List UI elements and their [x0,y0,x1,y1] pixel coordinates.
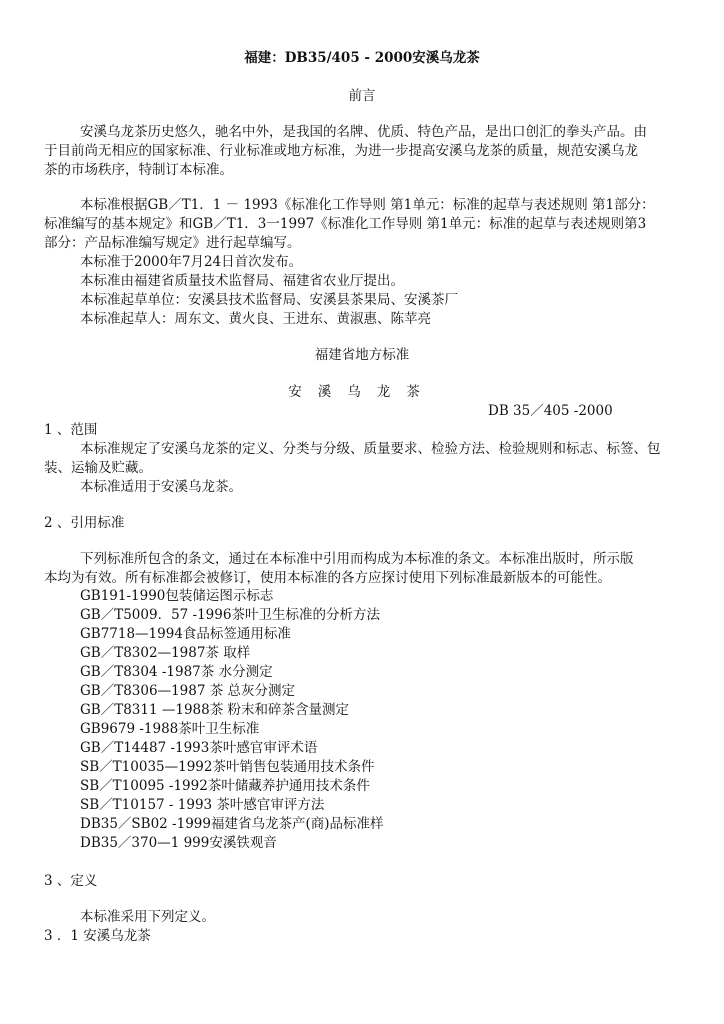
foreword-drafting-units: 本标准起草单位：安溪县技术监督局、安溪县茶果局、安溪茶厂 [80,292,458,308]
foreword-drafters: 本标准起草人：周东文、黄火良、王进东、黄淑惠、陈苹亮 [80,311,431,327]
foreword-paragraph-1-line-1: 安溪乌龙茶历史悠久，驰名中外，是我国的名牌、优质、特色产品，是出口创汇的拳头产品。由 [80,124,647,140]
section-1-scope: 本标准适用于安溪乌龙茶。 [80,479,242,495]
reference-item: SB／T10095 -1992茶叶储藏养护通用技术条件 [80,778,370,794]
section-1-paragraph-line-1: 本标准规定了安溪乌龙茶的定义、分类与分级、质量要求、检验方法、检验规则和标志、标签、包 [80,441,661,457]
reference-item: GB／T8304 -1987茶 水分测定 [80,664,273,680]
reference-item: GB／T14487 -1993茶叶感官审评术语 [80,740,318,756]
foreword-heading: 前言 [348,88,376,104]
foreword-paragraph-1-line-3: 茶的市场秩序，特制订本标准。 [44,162,233,178]
reference-item: SB／T10035—1992茶叶销售包装通用技术条件 [80,759,375,775]
standard-name: 安溪乌龙茶 [288,384,436,400]
reference-item: GB9679 -1988茶叶卫生标准 [80,721,260,737]
reference-item: GB／T8302—1987茶 取样 [80,645,251,661]
foreword-proposer: 本标准由福建省质量技术监督局、福建省农业厅提出。 [80,273,404,289]
section-3-heading: 3 、定义 [44,873,98,889]
section-3-paragraph: 本标准采用下列定义。 [80,909,215,925]
foreword-paragraph-2-line-3: 部分：产品标准编写规定》进行起草编写。 [44,235,301,251]
section-2-paragraph-line-1: 下列标准所包含的条文，通过在本标准中引用而构成为本标准的条文。本标准出版时，所示版 [80,551,634,567]
foreword-paragraph-1-line-2: 于目前尚无相应的国家标准、行业标准或地方标准，为进一步提高安溪乌龙茶的质量，规范安溪乌龙 [44,143,638,159]
reference-item: DB35／370—1 999安溪铁观音 [80,835,277,851]
reference-item: GB7718—1994食品标签通用标准 [80,626,291,642]
standard-org: 福建省地方标准 [314,347,410,363]
section-1-heading: 1 、范围 [44,422,98,438]
reference-item: GB／T5009．57 -1996茶叶卫生标准的分析方法 [80,607,380,623]
section-3-1-heading: 3 ．1 安溪乌龙茶 [44,928,151,944]
reference-item: GB／T8311 —1988茶 粉末和碎茶含量测定 [80,702,350,718]
reference-item: SB／T10157 - 1993 茶叶感官审评方法 [80,797,325,813]
standard-code: DB 35／405 -2000 [488,403,613,419]
section-2-heading: 2 、引用标准 [44,515,125,531]
foreword-release-date: 本标准于2000年7月24日首次发布。 [80,254,303,270]
section-2-paragraph-line-2: 本均为有效。所有标准都会被修订，使用本标准的各方应探讨使用下列标准最新版本的可能性。 [44,570,611,586]
document-title: 福建：DB35/405 - 2000安溪乌龙茶 [244,50,480,66]
reference-item: GB191-1990包装储运图示标志 [80,588,274,604]
section-1-paragraph-line-2: 装、运输及贮藏。 [44,460,152,476]
reference-item: DB35／SB02 -1999福建省乌龙茶产(商)品标准样 [80,816,384,832]
reference-item: GB／T8306—1987 茶 总灰分测定 [80,683,296,699]
foreword-paragraph-2-line-1: 本标准根据GB／T1．1 － 1993《标准化工作导则 第1单元：标准的起草与表述规则 第1部分： [80,197,655,213]
foreword-paragraph-2-line-2: 标准编写的基本规定》和GB／T1．3一1997《标准化工作导则 第1单元：标准的起草与表述规则第3 [44,216,647,232]
